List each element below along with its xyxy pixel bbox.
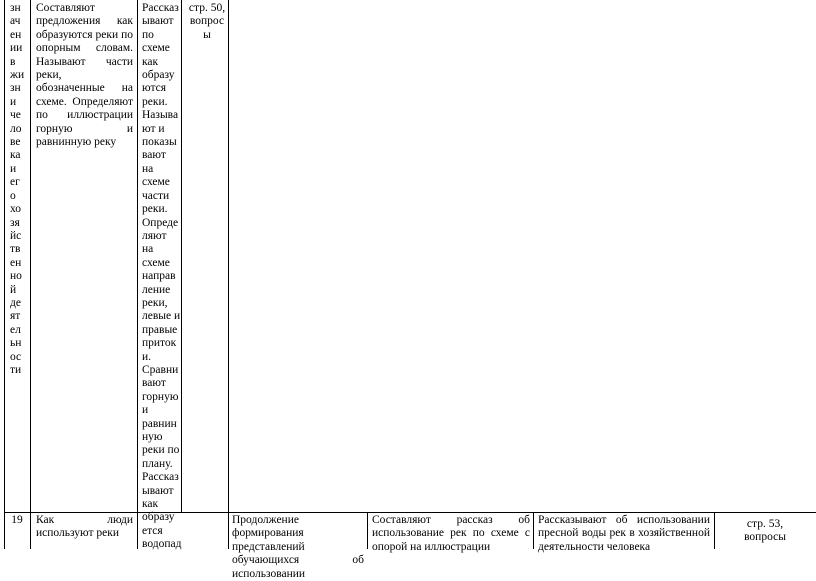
column-line bbox=[228, 0, 229, 549]
column-line bbox=[533, 512, 534, 549]
lesson-number: 19 bbox=[11, 514, 23, 526]
activity-full: Рассказывают об использовании пресной воды рек в хозяйственной деятельности человека bbox=[538, 514, 710, 553]
activity-minimum-cell: Составляют предложения как образуются реки по опорным словам. Называют части реки, обозначенные на схеме. Определяют по иллюстрации горную и равнинную реку bbox=[36, 2, 133, 149]
homework-cell: стр. 50, вопрос ы bbox=[188, 2, 226, 41]
activity-minimum: Составляют рассказ об использование рек по схеме с опорой на иллюстрации bbox=[372, 514, 530, 553]
row-divider bbox=[4, 512, 816, 513]
lesson-goal: Продолжение формирования представлений обучающихся об использовании bbox=[232, 514, 364, 580]
column-line bbox=[30, 0, 31, 549]
column-line bbox=[4, 0, 5, 549]
column-line bbox=[367, 512, 368, 549]
topic-fragment-cell: зн ач ен ии в жи зн и че ло ве ка и ег о хо зя йс тв ен но й де ят ел ьн ос ти bbox=[10, 2, 25, 376]
column-line bbox=[137, 0, 138, 549]
activity-full-cell: Рассказ ывают по схеме как образу ются реки. Называ ют и показы вают на схеме части реки. Опреде ляют на схеме направ ление реки, левые и правые приток и. Сравни вают горную и равнин ную реки по плану. Рассказ ывают как образу ется водопад bbox=[142, 2, 182, 551]
column-line bbox=[714, 512, 715, 549]
lesson-homework: стр. 53, вопросы bbox=[744, 518, 786, 544]
lesson-topic: Как люди используют реки bbox=[36, 514, 133, 540]
